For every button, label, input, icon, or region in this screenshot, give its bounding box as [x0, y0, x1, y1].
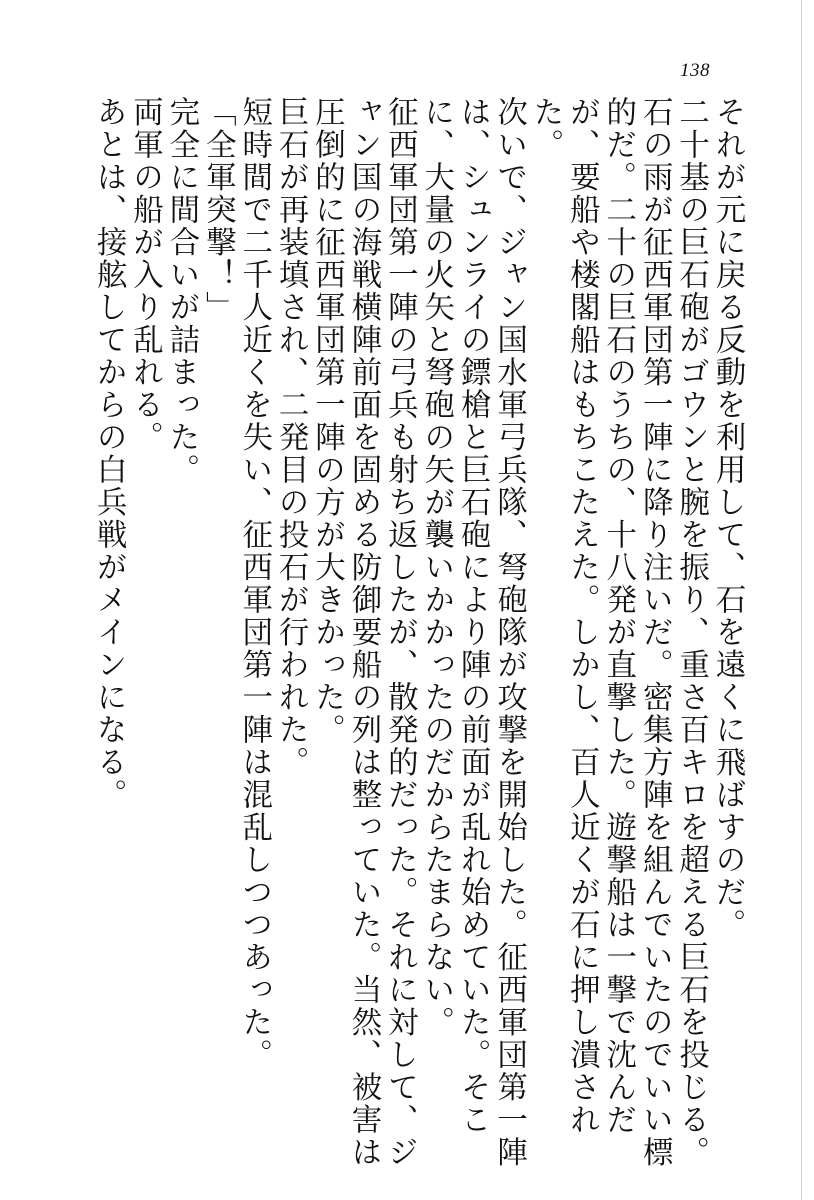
- paragraph: あとは、接舷してからの白兵戦がメインになる。: [91, 96, 127, 811]
- page-edge-rule: [801, 0, 802, 1200]
- paragraph: 短時間で二千人近くを失い、征西軍団第一陣は混乱しつつあった。: [236, 96, 272, 1071]
- paragraph: 両軍の船が入り乱れる。: [127, 96, 163, 454]
- page-number: 138: [680, 60, 710, 81]
- paragraph: それが元に戻る反動を利用して、石を遠くに飛ばすのだ。: [710, 96, 745, 941]
- paragraph: 巨石が再装填され、二発目の投石が行われた。: [273, 96, 309, 779]
- paragraph: 完全に間合いが詰まった。: [163, 96, 199, 486]
- paragraph: 石の雨が征西軍団第一陣に降り注いだ。密集方陣を組んでいたのでいい標的だ。二十の巨石のうちの、十八発が直撃した。遊撃船は一撃で沈んだが、要船や楼閣船はもちこたえた。しかし、百人近くが石に押し潰された。: [527, 96, 673, 1169]
- paragraph: 征西軍団第一陣の弓兵も射ち返したが、散発的だった。それに対して、ジャン国の海戦横陣前面を固める防御要船の列は整っていた。当然、被害は圧倒的に征西軍団第一陣の方が大きかった。: [309, 96, 418, 1169]
- paragraph: 二十基の巨石砲がゴウンと腕を振り、重さ百キロを超える巨石を投じる。: [673, 96, 709, 1169]
- paragraph: 次いで、ジャン国水軍弓兵隊、弩砲隊が攻撃を開始した。征西軍団第一陣は、シュンライの鏢槍と巨石砲により陣の前面が乱れ始めていた。そこに、大量の火矢と弩砲の矢が襲いかかったのだからたまらない。: [418, 96, 527, 1169]
- vertical-text-body: [55, 96, 745, 1176]
- paragraph-dialogue: 「全軍突撃！」: [200, 96, 236, 324]
